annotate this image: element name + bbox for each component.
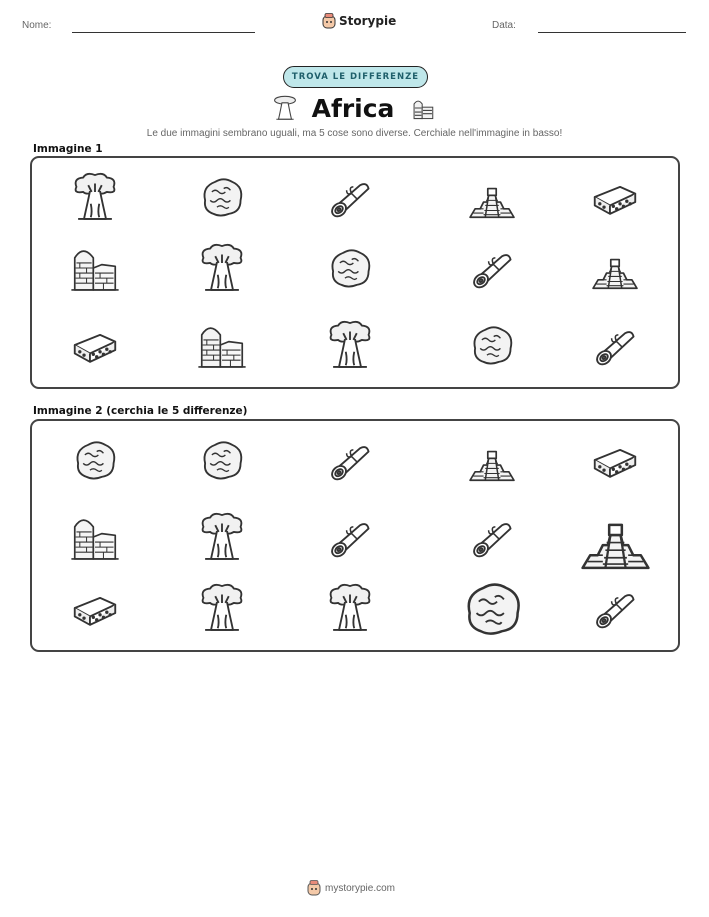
brick-icon[interactable] — [68, 581, 122, 635]
storypie-mascot-icon — [322, 13, 336, 29]
rock-icon — [323, 241, 377, 295]
date-label: Data: — [492, 20, 516, 31]
ruins-title-icon — [408, 95, 438, 121]
image-2-label: Immagine 2 (cerchia le 5 differenze) — [33, 405, 248, 417]
scroll-icon[interactable] — [588, 581, 642, 635]
pyramid-icon[interactable] — [465, 433, 519, 487]
scroll-icon — [465, 241, 519, 295]
baobab-icon — [195, 241, 249, 295]
scroll-icon[interactable] — [323, 433, 377, 487]
footer-url[interactable]: mystorypie.com — [325, 882, 396, 894]
ruins-icon[interactable] — [68, 510, 122, 564]
rock-icon[interactable] — [195, 433, 249, 487]
pyramid-icon[interactable] — [575, 497, 656, 578]
page-title: Africa — [311, 93, 395, 123]
title-row — [260, 92, 450, 124]
ruins-icon — [68, 241, 122, 295]
storypie-mascot-icon — [307, 880, 321, 896]
rock-icon — [465, 318, 519, 372]
baobab-icon — [323, 318, 377, 372]
activity-badge: TROVA LE DIFFERENZE — [283, 66, 428, 88]
scroll-icon — [323, 170, 377, 224]
date-line[interactable] — [538, 32, 686, 33]
baobab-icon[interactable] — [195, 581, 249, 635]
rock-icon[interactable] — [68, 433, 122, 487]
footer — [307, 880, 395, 896]
brand-logo — [322, 13, 396, 29]
name-line[interactable] — [72, 32, 255, 33]
baobab-icon — [68, 170, 122, 224]
baobab-title-icon — [272, 93, 298, 123]
instructions: Le due immagini sembrano uguali, ma 5 cose sono diverse. Cerchiale nell'immagine in basso! — [146, 128, 563, 139]
image-1-label: Immagine 1 — [33, 143, 103, 155]
brand-name: Storypie — [339, 14, 397, 28]
scroll-icon[interactable] — [323, 510, 377, 564]
baobab-icon[interactable] — [195, 510, 249, 564]
pyramid-icon — [588, 241, 642, 295]
pyramid-icon — [465, 170, 519, 224]
scroll-icon — [588, 318, 642, 372]
rock-icon — [195, 170, 249, 224]
name-label: Nome: — [22, 20, 52, 31]
baobab-icon[interactable] — [323, 581, 377, 635]
scroll-icon[interactable] — [465, 510, 519, 564]
ruins-icon — [195, 318, 249, 372]
rock-icon[interactable] — [456, 572, 529, 645]
brick-icon — [68, 318, 122, 372]
brick-icon — [588, 170, 642, 224]
brick-icon[interactable] — [588, 433, 642, 487]
